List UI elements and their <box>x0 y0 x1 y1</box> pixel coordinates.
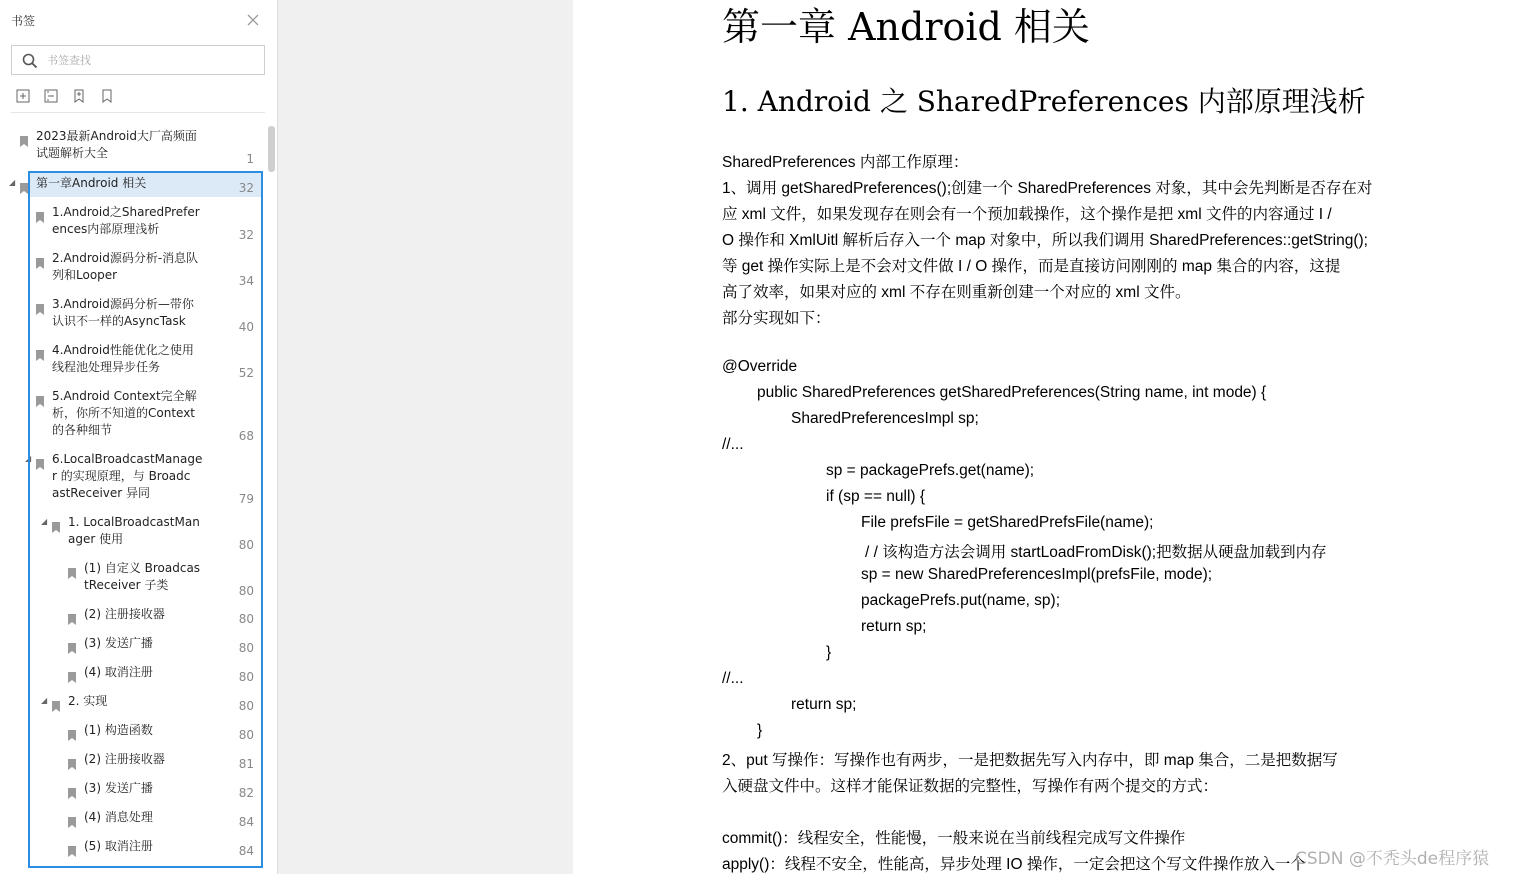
bookmark-icon <box>36 300 44 311</box>
bookmark-tree <box>0 0 268 874</box>
bookmarks-title: 书签 <box>11 14 36 28</box>
bookmark-label: (3) 发送广播 <box>84 781 153 795</box>
bookmark-item[interactable] <box>0 751 262 776</box>
document-line: 高了效率，如果对应的 xml 不存在则重新创建一个对应的 xml 文件。 <box>722 284 1191 301</box>
bookmark-page-number: 80 <box>238 641 254 655</box>
document-line: 等 get 操作实际上是不会对文件做 I / O 操作，而是直接访问刚刚的 map 集合的内容，这提 <box>722 258 1341 275</box>
bookmark-label: (2) 注册接收器 <box>84 607 165 621</box>
bookmark-icon <box>68 726 76 737</box>
document-line: / / 该构造方法会调用 startLoadFromDisk();把数据从硬盘加载到内存 <box>865 544 1327 561</box>
bookmark-label: 2023最新Android大厂高频面 试题解析大全 <box>36 129 197 160</box>
bookmark-icon <box>68 668 76 679</box>
document-line: if (sp == null) { <box>826 488 926 505</box>
bookmark-icon <box>68 639 76 650</box>
bookmark-item[interactable] <box>0 451 262 510</box>
bookmark-label: 1. LocalBroadcastMan ager 使用 <box>68 515 200 546</box>
bookmark-icon <box>36 208 44 219</box>
bookmark-icon <box>20 179 28 190</box>
bookmark-item[interactable] <box>0 809 262 834</box>
bookmark-item[interactable] <box>0 780 262 805</box>
bookmark-page-number: 80 <box>238 538 254 552</box>
bookmark-icon <box>52 518 60 529</box>
bookmark-item[interactable] <box>0 250 262 292</box>
bookmark-icon <box>68 784 76 795</box>
document-gutter <box>279 0 572 874</box>
document-line: SharedPreferences 内部工作原理： <box>722 154 969 171</box>
document-line: return sp; <box>791 696 857 713</box>
bookmark-icon <box>68 842 76 853</box>
document-line: apply()：线程不安全，性能高，异步处理 IO 操作，一定会把这个写文件操作放入一个 <box>722 856 1306 873</box>
bookmark-item[interactable] <box>0 128 262 170</box>
document-line: public SharedPreferences getSharedPreferences(String name, int mode) { <box>757 384 1267 401</box>
document-line: 入硬盘文件中。这样才能保证数据的完整性，写操作有两个提交的方式： <box>722 778 1219 795</box>
bookmark-page-number: 68 <box>238 429 254 443</box>
bookmark-icon <box>20 132 28 143</box>
bookmark-label: (2) 注册接收器 <box>84 752 165 766</box>
bookmark-page-number: 80 <box>238 612 254 626</box>
bookmark-label: 2.Android源码分析-消息队 列和Looper <box>52 251 199 282</box>
document-line: O 操作和 XmlUitl 解析后存入一个 map 对象中，所以我们调用 SharedPreferences::getString(); <box>722 232 1368 249</box>
bookmark-item[interactable] <box>0 722 262 747</box>
bookmark-item[interactable] <box>0 635 262 660</box>
bookmark-item[interactable] <box>0 838 262 863</box>
document-line: } <box>826 644 832 661</box>
document-line: 1、调用 getSharedPreferences();创建一个 SharedPreferences 对象，其中会先判断是否存在对 <box>722 180 1373 197</box>
document-line: 2、put 写操作：写操作也有两步，一是把数据先写入内存中，即 map 集合，二是把数据写 <box>722 752 1338 769</box>
bookmark-item[interactable] <box>0 514 262 556</box>
document-line: File prefsFile = getSharedPrefsFile(name); <box>861 514 1154 531</box>
bookmark-label: 2. 实现 <box>68 694 108 708</box>
expander-icon[interactable]: ◢ <box>25 454 32 463</box>
bookmark-item[interactable] <box>0 204 262 246</box>
bookmark-label: 3.Android源码分析—带你 认识不一样的AsyncTask <box>52 297 194 328</box>
document-line: SharedPreferencesImpl sp; <box>791 410 979 427</box>
bookmark-page-number: 34 <box>238 274 254 288</box>
bookmark-item[interactable] <box>0 175 262 200</box>
bookmark-page-number: 80 <box>238 670 254 684</box>
bookmark-page-number: 40 <box>238 320 254 334</box>
bookmark-icon <box>36 392 44 403</box>
bookmark-icon <box>68 813 76 824</box>
document-line: } <box>757 722 763 739</box>
bookmark-page-number: 79 <box>238 492 254 506</box>
bookmark-icon <box>52 697 60 708</box>
bookmark-label: (4) 消息处理 <box>84 810 153 824</box>
bookmark-page-number: 80 <box>238 584 254 598</box>
bookmark-label: 4.Android性能优化之使用 线程池处理异步任务 <box>52 343 194 374</box>
bookmark-label: 5.Android Context完全解 析，你所不知道的Context 的各种细节 <box>52 389 197 437</box>
bookmark-label: (3) 发送广播 <box>84 636 153 650</box>
bookmark-page-number: 80 <box>238 699 254 713</box>
watermark: CSDN @不秃头de程序猿 <box>1295 849 1490 869</box>
bookmark-page-number: 81 <box>238 757 254 771</box>
bookmark-label: (1) 构造函数 <box>84 723 153 737</box>
document-line: commit()：线程安全，性能慢，一般来说在当前线程完成写文件操作 <box>722 830 1186 847</box>
document-page <box>573 0 1523 874</box>
bookmark-item[interactable] <box>0 342 262 384</box>
expander-icon[interactable]: ◢ <box>41 696 48 705</box>
bookmark-icon <box>68 610 76 621</box>
document-line: 部分实现如下： <box>722 310 831 327</box>
document-line: 应 xml 文件，如果发现存在则会有一个预加载操作，这个操作是把 xml 文件的内容通过 I / <box>722 206 1332 223</box>
bookmark-page-number: 1 <box>246 152 254 166</box>
bookmark-label: 6.LocalBroadcastManage r 的实现原理，与 Broadc astReceiver 异同 <box>52 452 203 500</box>
bookmark-item[interactable] <box>0 664 262 689</box>
bookmark-label: (5) 取消注册 <box>84 839 153 853</box>
bookmark-page-number: 32 <box>238 181 254 195</box>
bookmark-page-number: 32 <box>238 228 254 242</box>
bookmarks-panel <box>0 0 278 874</box>
bookmark-item[interactable] <box>0 693 262 718</box>
expander-icon[interactable]: ◢ <box>41 517 48 526</box>
bookmark-item[interactable] <box>0 606 262 631</box>
bookmark-label: (1) 自定义 Broadcas tReceiver 子类 <box>84 561 201 592</box>
bookmark-icon <box>68 755 76 766</box>
chapter-heading: 第一章 Android 相关 <box>722 5 1090 49</box>
document-line: packagePrefs.put(name, sp); <box>861 592 1061 609</box>
bookmark-icon <box>36 455 44 466</box>
bookmark-page-number: 84 <box>238 815 254 829</box>
bookmark-icon <box>36 346 44 357</box>
bookmark-label: (4) 取消注册 <box>84 665 153 679</box>
document-line: sp = packagePrefs.get(name); <box>826 462 1035 479</box>
bookmark-icon <box>36 254 44 265</box>
document-line: @Override <box>722 358 798 375</box>
bookmark-label: 第一章Android 相关 <box>36 176 147 190</box>
document-line: sp = new SharedPreferencesImpl(prefsFile, mode); <box>861 566 1213 583</box>
bookmark-item[interactable] <box>0 296 262 338</box>
document-line: //... <box>722 670 744 687</box>
bookmark-page-number: 82 <box>238 786 254 800</box>
scrollbar-thumb[interactable] <box>268 126 275 172</box>
bookmark-page-number: 52 <box>238 366 254 380</box>
bookmark-label: 1.Android之SharedPrefer ences内部原理浅析 <box>52 205 200 236</box>
document-line: return sp; <box>861 618 927 635</box>
bookmark-item[interactable] <box>0 388 262 447</box>
bookmark-icon <box>68 564 76 575</box>
document-line: //... <box>722 436 744 453</box>
bookmark-page-number: 84 <box>238 844 254 858</box>
bookmark-item[interactable] <box>0 560 262 602</box>
bookmark-page-number: 80 <box>238 728 254 742</box>
expander-icon[interactable]: ◢ <box>9 178 16 187</box>
section-heading: 1. Android 之 SharedPreferences 内部原理浅析 <box>722 85 1366 118</box>
